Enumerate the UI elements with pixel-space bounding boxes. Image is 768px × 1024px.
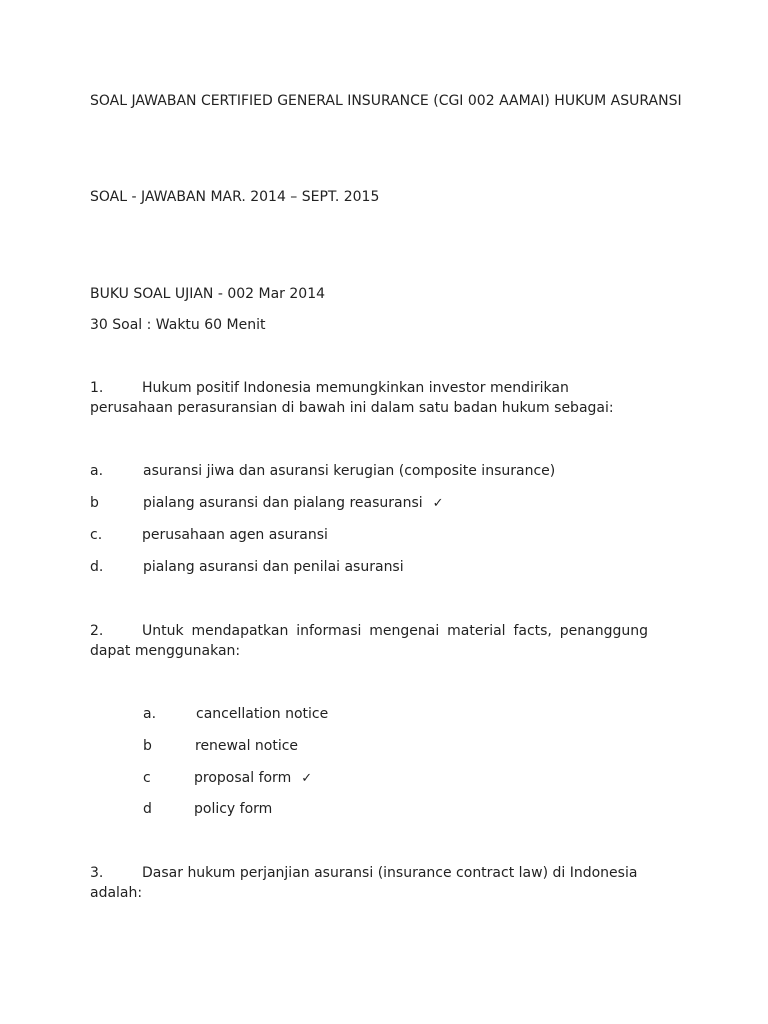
question-text: Hukum positif Indonesia memungkinkan investor mendirikan perusahaan perasuransian di bawah ini dalam satu badan hukum sebagai: xyxy=(90,380,614,416)
option-2a xyxy=(143,704,328,724)
option-text: cancellation notice xyxy=(196,706,329,722)
option-text: policy form xyxy=(194,801,273,817)
option-text: perusahaan agen asuransi xyxy=(142,527,328,543)
check-mark-icon: ✓ xyxy=(432,496,444,511)
question-text: Dasar hukum perjanjian asuransi (insurance contract law) di Indonesia adalah: xyxy=(90,865,638,901)
question-2 xyxy=(90,621,648,661)
question-text: Untuk mendapatkan informasi mengenai material facts, penanggung dapat menggunakan: xyxy=(90,623,648,659)
option-1d xyxy=(90,557,404,577)
question-1 xyxy=(90,378,648,418)
question-3 xyxy=(90,863,648,903)
option-2c xyxy=(143,768,312,789)
option-2b xyxy=(143,736,298,756)
option-text: renewal notice xyxy=(195,738,299,754)
option-label: a. xyxy=(143,706,157,722)
option-text: asuransi jiwa dan asuransi kerugian (composite insurance) xyxy=(143,463,556,479)
exam-book-heading: BUKU SOAL UJIAN - 002 Mar 2014 xyxy=(90,286,326,302)
option-text: pialang asuransi dan penilai asuransi xyxy=(143,559,404,575)
option-2d xyxy=(143,799,272,819)
option-label: a. xyxy=(90,463,104,479)
option-label: c xyxy=(143,770,151,786)
question-number: 1. xyxy=(90,380,104,396)
document-subtitle: SOAL - JAWABAN MAR. 2014 – SEPT. 2015 xyxy=(90,189,380,205)
exam-info: 30 Soal : Waktu 60 Menit xyxy=(90,317,266,333)
option-text: pialang asuransi dan pialang reasuransi xyxy=(143,495,423,511)
question-number: 3. xyxy=(90,865,104,881)
check-mark-icon: ✓ xyxy=(301,771,313,786)
question-number: 2. xyxy=(90,623,104,639)
option-1a xyxy=(90,461,555,481)
option-1c xyxy=(90,525,328,545)
option-label: d xyxy=(143,801,152,817)
option-label: b xyxy=(143,738,152,754)
option-text: proposal form xyxy=(194,770,292,786)
option-1b xyxy=(90,493,444,514)
document-title: SOAL JAWABAN CERTIFIED GENERAL INSURANCE (CGI 002 AAMAI) HUKUM ASURANSI xyxy=(90,93,682,109)
option-label: c. xyxy=(90,527,103,543)
option-label: d. xyxy=(90,559,104,575)
option-label: b xyxy=(90,495,99,511)
